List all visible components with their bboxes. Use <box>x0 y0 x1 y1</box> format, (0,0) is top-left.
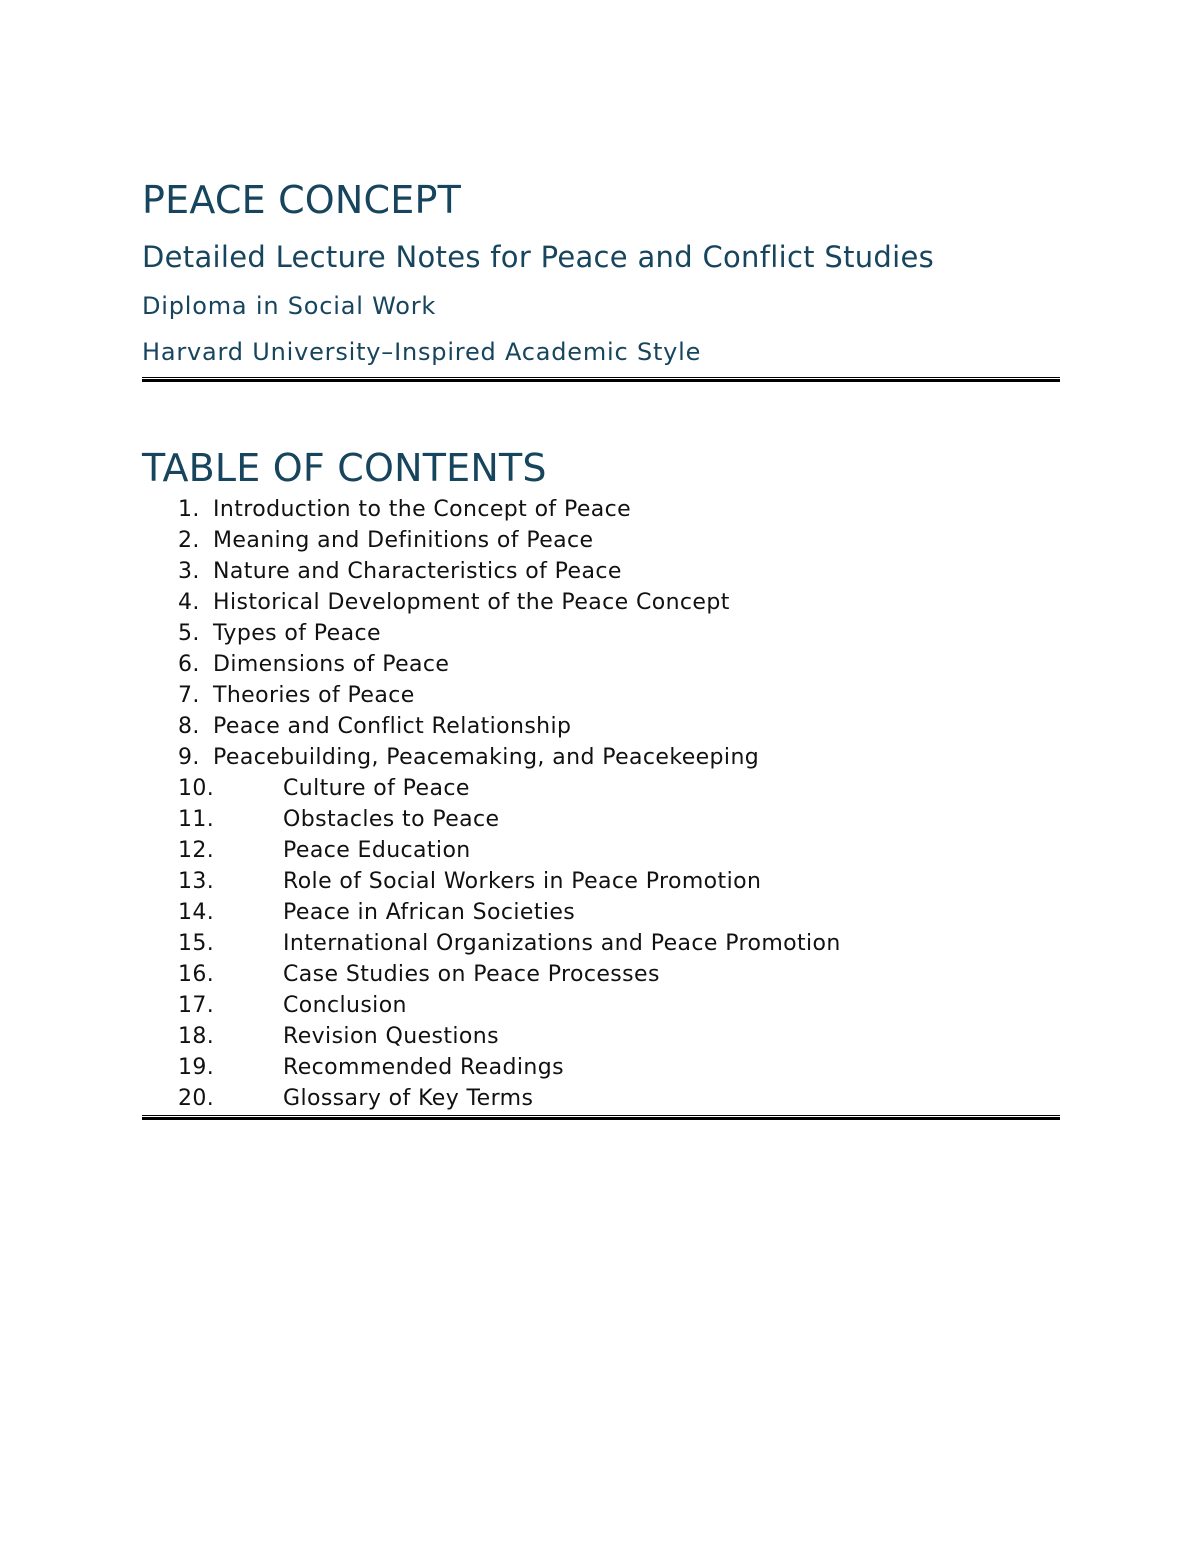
program-name: Diploma in Social Work <box>142 292 437 320</box>
toc-item-number: 16. <box>178 962 215 987</box>
toc-item-number: 13. <box>178 869 215 894</box>
toc-item <box>142 742 1060 773</box>
toc-item <box>142 1021 1060 1052</box>
toc-item <box>142 866 1060 897</box>
toc-item <box>142 618 1060 649</box>
toc-item <box>142 897 1060 928</box>
document-subtitle: Detailed Lecture Notes for Peace and Conflict Studies <box>142 240 935 274</box>
toc-item-label: Recommended Readings <box>283 1055 564 1080</box>
toc-item <box>142 804 1060 835</box>
toc-item-number: 20. <box>178 1086 215 1111</box>
toc-item <box>142 494 1060 525</box>
toc-item-label: International Organizations and Peace Promotion <box>283 931 841 956</box>
toc-item <box>142 928 1060 959</box>
document-title: PEACE CONCEPT <box>142 178 462 222</box>
toc-item-label: Peace and Conflict Relationship <box>213 714 572 739</box>
toc-item-label: Peacebuilding, Peacemaking, and Peacekeeping <box>213 745 760 770</box>
toc-item-label: Dimensions of Peace <box>213 652 450 677</box>
toc-item <box>142 556 1060 587</box>
toc-item-label: Case Studies on Peace Processes <box>283 962 660 987</box>
toc-item-number: 12. <box>178 838 215 863</box>
toc-item-number: 8. <box>178 714 200 739</box>
toc-item <box>142 773 1060 804</box>
toc-item-label: Conclusion <box>283 993 407 1018</box>
toc-item-number: 5. <box>178 621 200 646</box>
toc-item-number: 3. <box>178 559 200 584</box>
toc-item-label: Revision Questions <box>283 1024 499 1049</box>
toc-item <box>142 680 1060 711</box>
toc-item-label: Glossary of Key Terms <box>283 1086 534 1111</box>
toc-item-number: 10. <box>178 776 215 801</box>
toc-item-label: Culture of Peace <box>283 776 470 801</box>
toc-item-number: 17. <box>178 993 215 1018</box>
toc-item <box>142 711 1060 742</box>
toc-item-number: 7. <box>178 683 200 708</box>
toc-item-number: 9. <box>178 745 200 770</box>
header-divider <box>142 377 1060 382</box>
toc-bottom-divider <box>142 1115 1060 1120</box>
toc-item-label: Nature and Characteristics of Peace <box>213 559 622 584</box>
toc-item <box>142 1052 1060 1083</box>
toc-item <box>142 525 1060 556</box>
toc-list <box>142 494 1060 1114</box>
toc-item <box>142 649 1060 680</box>
toc-item-number: 11. <box>178 807 215 832</box>
toc-item-number: 6. <box>178 652 200 677</box>
toc-item-label: Peace in African Societies <box>283 900 576 925</box>
toc-item-number: 1. <box>178 497 200 522</box>
page-content <box>142 176 1060 1120</box>
toc-item <box>142 959 1060 990</box>
toc-heading: TABLE OF CONTENTS <box>142 446 547 490</box>
toc-item <box>142 587 1060 618</box>
toc-item-number: 15. <box>178 931 215 956</box>
toc-item-label: Types of Peace <box>213 621 381 646</box>
toc-item-number: 14. <box>178 900 215 925</box>
toc-item-label: Introduction to the Concept of Peace <box>213 497 632 522</box>
toc-item-label: Historical Development of the Peace Concept <box>213 590 730 615</box>
toc-item-label: Peace Education <box>283 838 471 863</box>
toc-item <box>142 835 1060 866</box>
toc-item-number: 4. <box>178 590 200 615</box>
toc-item-label: Meaning and Definitions of Peace <box>213 528 594 553</box>
toc-item <box>142 1083 1060 1114</box>
toc-item <box>142 990 1060 1021</box>
style-note: Harvard University–Inspired Academic Style <box>142 338 702 366</box>
toc-item-label: Role of Social Workers in Peace Promotion <box>283 869 762 894</box>
toc-item-number: 2. <box>178 528 200 553</box>
toc-item-label: Theories of Peace <box>213 683 415 708</box>
toc-item-number: 18. <box>178 1024 215 1049</box>
toc-item-number: 19. <box>178 1055 215 1080</box>
toc-item-label: Obstacles to Peace <box>283 807 500 832</box>
